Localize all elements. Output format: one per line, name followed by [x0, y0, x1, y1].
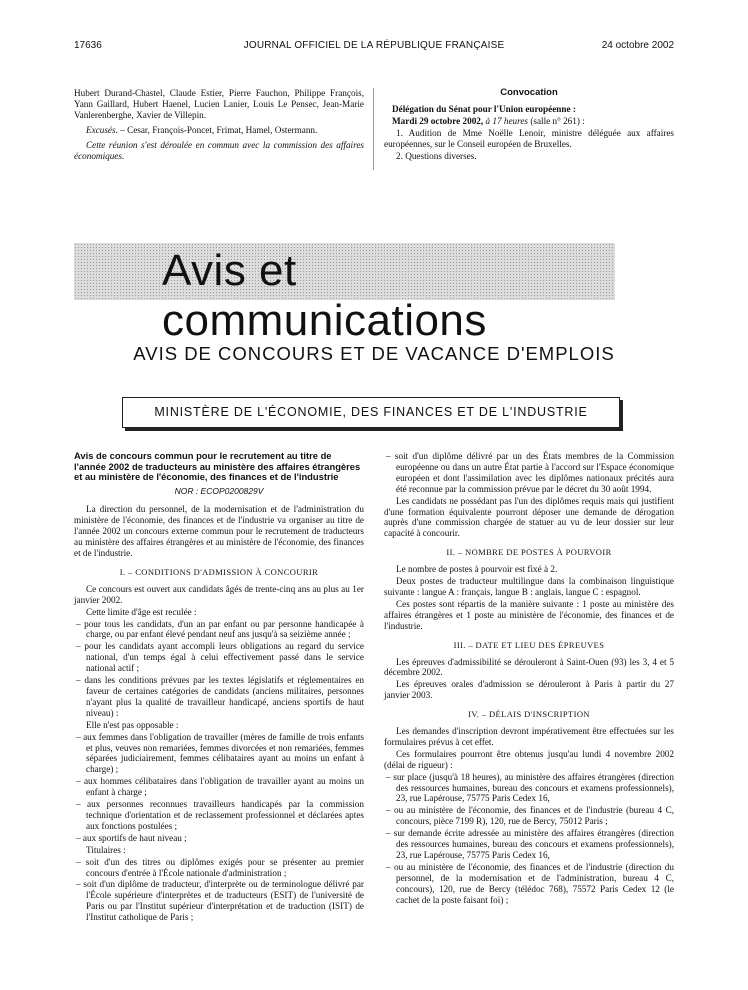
top-right-column [384, 88, 674, 162]
page-header [74, 40, 674, 54]
list-item: – soit d'un diplôme délivré par un des États membres de la Commission européenne ou dans un autre État partie à l'accord sur l'Espace économique européen et dont l'assimilation avec les diplômes nationaux précités aura été reconnue par la commission prévue par le décret du 30 août 1994. [386, 451, 674, 494]
paragraph: Les candidats ne possédant pas l'un des diplômes requis mais qui justifient d'une formation équivalente pourront déposer une demande de dérogation auprès d'une commission chargée de statuer au vu de leur dossier sur leur capacité à concourir. [384, 495, 674, 539]
section-title: AVIS DE CONCOURS ET DE VACANCE D'EMPLOIS [133, 343, 615, 364]
left-column [74, 451, 364, 924]
paragraph: Le nombre de postes à pourvoir est fixé à 2. [396, 564, 558, 575]
paragraph: Elle n'est pas opposable : [86, 719, 179, 730]
list-item: – ou au ministère de l'économie, des finances et de l'industrie (bureau 4 C, concours, pièce 7199 R), 120, rue de Bercy, 75012 Paris ; [386, 805, 674, 827]
column-divider [373, 88, 374, 170]
banner-title: Avis et communications [162, 246, 487, 345]
list-item: – aux sportifs de haut niveau ; [76, 832, 187, 843]
meeting-date: Mardi 29 octobre 2002, [392, 115, 484, 126]
section-heading-4: IV. – DÉLAIS D'INSCRIPTION [468, 709, 590, 720]
paragraph: Cette limite d'âge est reculée : [86, 606, 197, 617]
list-item: – soit d'un des titres ou diplômes exigés pour se présenter au premier concours d'entrée à l'École nationale d'administration ; [76, 856, 364, 878]
paragraph: Les épreuves d'admissibilité se dérouleront à Saint-Ouen (93) les 3, 4 et 5 décembre 2002. [384, 656, 674, 678]
paragraph: Titulaires : [86, 844, 126, 855]
paragraph: Ces postes sont répartis de la manière suivante : 1 poste au ministère des affaires étrangères et 1 poste au ministère de l'économie, des finances et de l'industrie. [384, 598, 674, 631]
list-item: – ou au ministère de l'économie, des finances et de l'industrie (direction du personnel, de la modernisation et de l'administration, bureau 4 C, concours), 120, rue de Bercy (télédoc 768), 75572 Paris Cedex 12 (le cachet de la poste faisant foi) ; [386, 861, 674, 905]
convocation-title: Convocation [500, 87, 558, 98]
meeting-room: (salle n° 261) : [528, 115, 585, 126]
list-item: – aux personnes reconnues travailleurs handicapés par la commission technique d'orientation et de reclassement professionnel et déclarées aptes aux fonctions postulées ; [76, 799, 364, 831]
reunion-note: Cette réunion s'est déroulée en commun avec la commission des affaires économiques. [74, 139, 364, 161]
page-number: 17636 [74, 40, 102, 51]
excuses-label: Excusés. [86, 124, 118, 135]
meeting-line [384, 116, 674, 127]
section-heading-3: III. – DATE ET LIEU DES ÉPREUVES [453, 639, 605, 650]
list-item: – dans les conditions prévues par les textes législatifs et réglementaires en faveur de certaines catégories de candidats (anciens militaires, personnes n'ayant plus la qualité de travailleur handicapé, anciens sportifs de haut niveau) : [76, 675, 364, 718]
list-item: – soit d'un diplôme de traducteur, d'interprète ou de terminologue délivré par l'École supérieure d'interprètes et de traducteurs (ESIT) de l'université de Paris ou par l'Institut supérieur d'interprétation et de traduction (ISIT) de l'Institut catholique de Paris ; [76, 879, 364, 923]
right-column [384, 451, 674, 907]
list-item: – aux hommes célibataires dans l'obligation de travailler ayant au moins un enfant à charge ; [76, 776, 364, 798]
excuses-text: – Cesar, François-Poncet, Frimat, Hamel, Ostermann. [117, 124, 318, 135]
paragraph: Deux postes de traducteur multilingue dans la combinaison linguistique suivante : langue A : français, langue B : anglais, langue C : espagnol. [384, 576, 674, 597]
notice-title: Avis de concours commun pour le recrutement au titre de l'année 2002 de traducteurs au ministère des affaires étrangères et au ministère de l'économie, des finances et de l'industrie [74, 450, 361, 482]
section-heading-2: II. – NOMBRE DE POSTES À POURVOIR [446, 547, 612, 558]
list-item: – sur place (jusqu'à 18 heures), au ministère des affaires étrangères (direction des ressources humaines, bureau des concours et examens professionnels), 23, rue Lapérouse, 75775 Paris Cedex 16, [386, 771, 674, 804]
list-item: – sur demande écrite adressée au ministère des affaires étrangères (direction des ressources humaines, bureau des concours et examens professionnels), 23, rue Lapérouse, 75775 Paris Cedex 16, [386, 828, 674, 860]
paragraph: Ces formulaires pourront être obtenus jusqu'au lundi 4 novembre 2002 (délai de rigueur) : [384, 748, 674, 770]
intro-paragraph: La direction du personnel, de la modernisation et de l'administration du ministère de l'économie, des finances et de l'industrie va organiser au titre de l'année 2002 un concours externe commun pour le recrutement de traducteurs au ministère des affaires étrangères et au ministère de l'économie, des finances et de l'industrie. [74, 504, 364, 559]
member-names: Hubert Durand-Chastel, Claude Estier, Pierre Fauchon, Philippe François, Yann Gaillard, Hubert Haenel, Lucien Lanier, Louis Le Pensec, Jean-Marie Vanlerenberghe, Xavier de Villepin. [74, 88, 364, 120]
ministry-title: MINISTÈRE DE L'ÉCONOMIE, DES FINANCES ET DE L'INDUSTRIE [154, 405, 588, 419]
agenda-item-2: 2. Questions diverses. [396, 150, 477, 161]
delegation-title: Délégation du Sénat pour l'Union européenne : [392, 103, 576, 114]
meeting-time: à 17 heures [483, 115, 529, 126]
issue-date: 24 octobre 2002 [601, 40, 674, 51]
agenda-item-1: 1. Audition de Mme Noëlle Lenoir, ministre déléguée aux affaires européennes, sur le Conseil européen de Bruxelles. [384, 127, 674, 149]
top-left-column [74, 88, 364, 162]
paragraph: Ce concours est ouvert aux candidats âgés de trente-cinq ans au plus au 1er janvier 2002. [74, 583, 364, 605]
list-item: – pour les candidats ayant accompli leurs obligations au regard du service national, d'un temps égal à celui effectivement passé dans le service national actif ; [76, 641, 364, 674]
section-banner [74, 243, 615, 345]
paragraph: Les demandes d'inscription devront impérativement être effectuées sur les formulaires prévus à cet effet. [384, 726, 674, 747]
list-item: – pour tous les candidats, d'un an par enfant ou par personne handicapée à charge, ou par enfant élevé pendant neuf ans jusqu'à sa seizième année ; [76, 618, 364, 640]
list-item: – aux femmes dans l'obligation de travailler (mères de famille de trois enfants et plus, veuves non remariées, femmes divorcées et non remariées, femmes séparées judiciairement, femmes célibataires ayant au moins un enfant à charge) ; [76, 731, 364, 775]
paragraph: Les épreuves orales d'admission se dérouleront à Paris à partir du 27 janvier 2003. [384, 679, 674, 701]
nor-reference: NOR : ECOP0200829V [174, 485, 264, 496]
excuses [74, 125, 364, 136]
ministry-box [122, 397, 620, 428]
section-heading-1: I. – CONDITIONS D'ADMISSION À CONCOURIR [119, 566, 319, 577]
journal-title: JOURNAL OFFICIEL DE LA RÉPUBLIQUE FRANÇAISE [243, 40, 505, 51]
